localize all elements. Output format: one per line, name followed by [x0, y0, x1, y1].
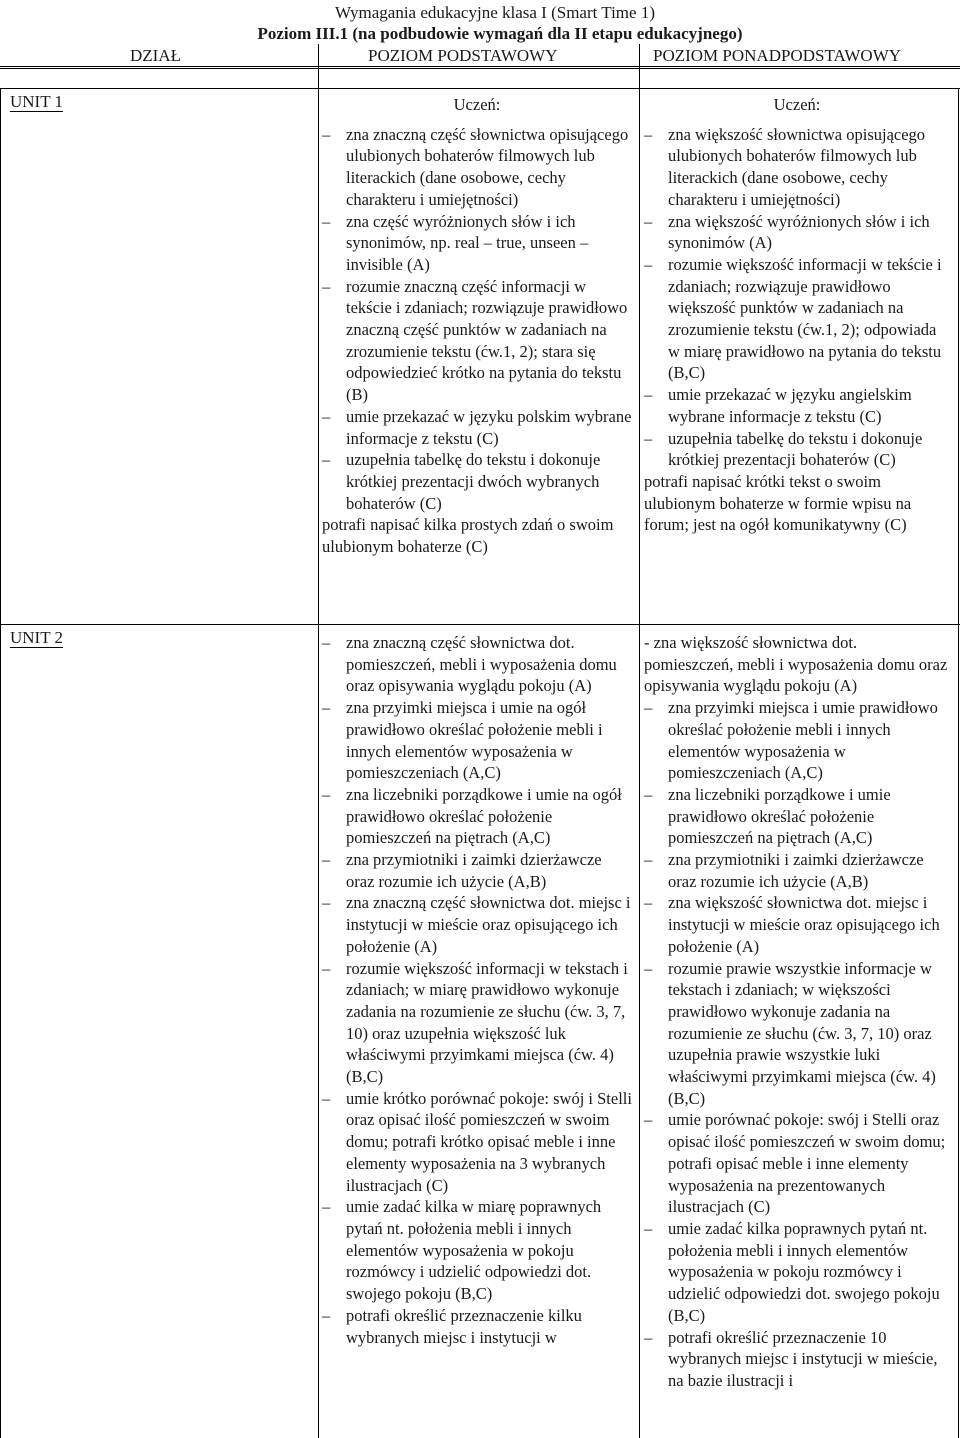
dash-bullet-icon: –	[322, 276, 331, 296]
dash-bullet-icon: –	[322, 893, 331, 913]
table-rule-header	[0, 68, 960, 69]
unit-1-basic-cell	[322, 94, 632, 558]
list-item: potrafi napisać kilka prostych zdań o swoim ulubionym bohaterze (C)	[322, 515, 614, 557]
unit-1-advanced-heading: Uczeń:	[773, 95, 821, 114]
dash-bullet-icon: –	[644, 1327, 653, 1347]
unit-1-basic-heading: Uczeń:	[453, 95, 501, 114]
dash-bullet-icon: –	[644, 698, 653, 718]
dash-bullet-icon: –	[644, 124, 653, 144]
list-item: – zna znaczną część słownictwa opisującego ulubionych bohaterów filmowych lub literackich (dane osobowe, cechy charakteru i umiejętności)	[322, 124, 629, 209]
unit-2-advanced-cell	[644, 632, 950, 1392]
dash-bullet-icon: –	[322, 958, 331, 978]
dash-bullet-icon: –	[322, 784, 331, 804]
document-subtitle: Poziom III.1 (na podbudowie wymagań dla II etapu edukacyjnego)	[257, 24, 743, 43]
list-item: – zna większość słownictwa dot. miejsc i instytucji w mieście oraz opisującego ich położenie (A)	[644, 893, 940, 956]
dash-bullet-icon: –	[322, 124, 331, 144]
dash-bullet-icon: –	[322, 406, 331, 426]
list-item: – zna przyimki miejsca i umie prawidłowo określać położenie mebli i innych elementów wyposażenia w pomieszczeniach (A,C)	[644, 698, 938, 783]
list-item: – umie przekazać w języku angielskim wybrane informacje z tekstu (C)	[644, 385, 912, 426]
list-item: potrafi napisać krótki tekst o swoim ulubionym bohaterze w formie wpisu na forum; jest na ogół komunikatywny (C)	[644, 471, 912, 535]
list-item: – umie porównać pokoje: swój i Stelli oraz opisać ilość pomieszczeń w swoim domu; potrafi opisać meble i inne elementy wyposażenia na prezentowanych ilustracjach (C)	[644, 1110, 946, 1217]
dash-bullet-icon: –	[644, 893, 653, 913]
table-top-rule	[0, 66, 960, 67]
dash-bullet-icon: –	[322, 211, 331, 231]
dash-bullet-icon: –	[644, 958, 653, 978]
list-item: – zna znaczną część słownictwa dot. pomieszczeń, mebli i wyposażenia domu oraz opisywania wyglądu pokoju (A)	[322, 633, 617, 696]
dash-bullet-icon: –	[644, 850, 653, 870]
list-item: – zna przymiotniki i zaimki dzierżawcze oraz rozumie ich użycie (A,B)	[322, 850, 602, 891]
dash-bullet-icon: –	[322, 450, 331, 470]
column-header-advanced: POZIOM PONADPODSTAWOWY	[653, 46, 902, 65]
list-item: – uzupełnia tabelkę do tekstu i dokonuje krótkiej prezentacji dwóch wybranych bohaterów (C)	[322, 450, 601, 513]
unit-1-label: UNIT 1	[10, 92, 64, 111]
row-divider-unit	[0, 624, 960, 625]
list-item: – umie zadać kilka w miarę poprawnych pytań nt. położenia mebli i innych elementów wyposażenia w pokoju rozmówcy i udzielić odpowiedzi dot. swojego pokoju (B,C)	[322, 1197, 602, 1304]
dash-bullet-icon: –	[644, 1110, 653, 1130]
column-header-basic: POZIOM PODSTAWOWY	[368, 46, 558, 65]
list-item: – zna przyimki miejsca i umie na ogół prawidłowo określać położenie mebli i innych elementów wyposażenia w pomieszczeniach (A,C)	[322, 698, 603, 783]
column-divider-2	[639, 44, 640, 1438]
dash-bullet-icon: –	[322, 850, 331, 870]
dash-bullet-icon: –	[644, 211, 653, 231]
column-divider-right	[958, 88, 959, 1438]
dash-bullet-icon: –	[322, 1305, 331, 1325]
column-divider-left	[0, 88, 1, 1438]
list-item: – umie zadać kilka poprawnych pytań nt. położenia mebli i innych elementów wyposażenia w pokoju rozmówcy i udzielić odpowiedzi dot. swojego pokoju (B,C)	[644, 1218, 940, 1325]
list-item: – umie krótko porównać pokoje: swój i Stelli oraz opisać ilość pomieszczeń w swoim domu; potrafi krótko opisać meble i inne elementy wyposażenia na 3 wybranych ilustracjach (C)	[322, 1088, 632, 1195]
list-item: – rozumie prawie wszystkie informacje w tekstach i zdaniach; w większości prawidłowo wykonuje zadania na rozumienie ze słuchu (ćw. 3, 7, 10) oraz uzupełnia prawie wszystkie luki właściwymi przyimkami miejsca (ćw. 4) (B,C)	[644, 958, 936, 1108]
document-title: Wymagania edukacyjne klasa I (Smart Time 1)	[334, 3, 655, 22]
list-item: - zna większość słownictwa dot. pomieszczeń, mebli i wyposażenia domu oraz opisywania wyglądu pokoju (A)	[644, 633, 948, 696]
column-header-section: DZIAŁ	[130, 46, 181, 65]
unit-2-label: UNIT 2	[10, 628, 64, 647]
dash-bullet-icon: –	[322, 1197, 331, 1217]
dash-bullet-icon: –	[322, 698, 331, 718]
dash-bullet-icon: –	[322, 1088, 331, 1108]
list-item: – zna liczebniki porządkowe i umie prawidłowo określać położenie pomieszczeń na piętrach (A,C)	[644, 784, 891, 848]
unit-2-basic-cell	[322, 632, 632, 1348]
list-item: – zna liczebniki porządkowe i umie na ogół prawidłowo określać położenie pomieszczeń na piętrach (A,C)	[322, 784, 622, 848]
dash-bullet-icon: –	[644, 1218, 653, 1238]
list-item: – rozumie większość informacji w tekstach i zdaniach; w miarę prawidłowo wykonuje zadania na rozumienie ze słuchu (ćw. 3, 7, 10) oraz uzupełnia większość luk właściwymi przyimkami miejsca (ćw. 4) (B,C)	[322, 958, 628, 1087]
list-item: – zna większość wyróżnionych słów i ich synonimów (A)	[644, 211, 930, 253]
list-item: – potrafi określić przeznaczenie kilku wybranych miejsc i instytucji w	[322, 1305, 582, 1347]
dash-bullet-icon: –	[644, 385, 653, 405]
list-item: – zna większość słownictwa opisującego ulubionych bohaterów filmowych lub literackich (dane osobowe, cechy charakteru i umiejętności)	[644, 124, 926, 209]
row-divider-header	[0, 88, 960, 89]
dash-bullet-icon: –	[644, 428, 653, 448]
dash-bullet-icon: –	[322, 633, 331, 652]
dash-bullet-icon: –	[644, 254, 653, 274]
list-item: – zna część wyróżnionych słów i ich synonimów, np. real – true, unseen – invisible (A)	[322, 211, 589, 274]
list-item: – potrafi określić przeznaczenie 10 wybranych miejsc i instytucji w mieście, na bazie ilustracji i	[644, 1327, 938, 1390]
column-divider-1	[318, 44, 319, 1438]
unit-1-advanced-cell	[644, 94, 950, 536]
list-item: – zna znaczną część słownictwa dot. miejsc i instytucji w mieście oraz opisującego ich położenie (A)	[322, 893, 631, 956]
list-item: – rozumie większość informacji w tekście i zdaniach; rozwiązuje prawidłowo większość punktów w zadaniach na zrozumienie tekstu (ćw.1, 2); odpowiada w miarę prawidłowo na pytania do tekstu (B,C)	[644, 254, 942, 383]
list-item: – umie przekazać w języku polskim wybrane informacje z tekstu (C)	[322, 406, 632, 448]
list-item: – zna przymiotniki i zaimki dzierżawcze oraz rozumie ich użycie (A,B)	[644, 850, 924, 891]
dash-bullet-icon: –	[644, 784, 653, 804]
list-item: – uzupełnia tabelkę do tekstu i dokonuje krótkiej prezentacji bohaterów (C)	[644, 428, 923, 470]
list-item: – rozumie znaczną część informacji w tekście i zdaniach; rozwiązuje prawidłowo znaczną część punktów w zadaniach na zrozumienie tekstu (ćw.1, 2); stara się odpowiedzieć krótko na pytania do tekstu (B)	[322, 276, 628, 405]
